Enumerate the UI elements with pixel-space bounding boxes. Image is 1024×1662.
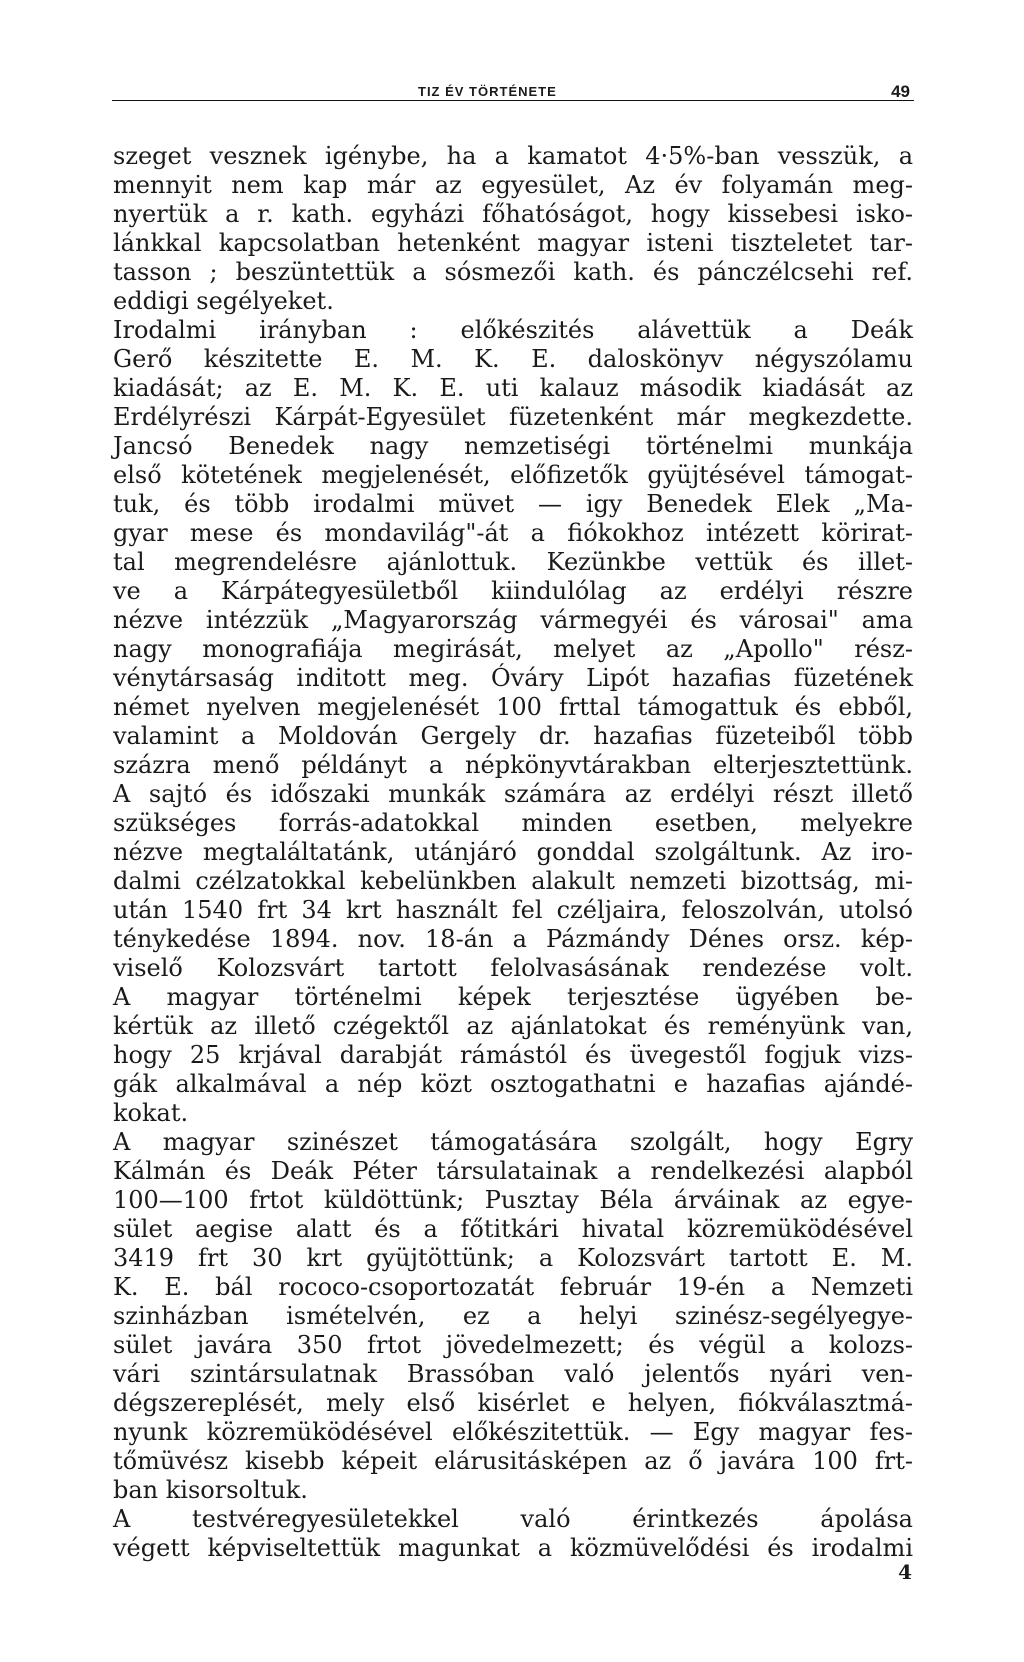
header-rule (112, 100, 914, 102)
text-line: ban kisorsoltuk. (113, 1476, 308, 1504)
text-line: A testvéregyesületekkel való érintkezés ápolása (113, 1505, 913, 1533)
text-line: tasson ; beszüntettük a sósmezői kath. és pánczélcsehi ref. (113, 258, 913, 286)
text-line: végett képviseltettük magunkat a közmüvelődési és irodalmi (113, 1534, 913, 1562)
text-line: viselő Kolozsvárt tartott felolvasásának rendezése volt. (113, 954, 913, 982)
text-line: kiadását; az E. M. K. E. uti kalauz második kiadását az (113, 374, 913, 402)
text-line: eddigi segélyeket. (113, 287, 334, 315)
text-line: után 1540 frt 34 krt használt fel czéljaira, feloszolván, utolsó (113, 896, 913, 924)
text-line: Irodalmi irányban : előkészités alávettük a Deák (113, 316, 913, 344)
text-line: szükséges forrás-adatokkal minden esetben, melyekre (113, 809, 913, 837)
text-line: Erdélyrészi Kárpát-Egyesület füzetenként már megkezdette. (113, 403, 913, 431)
text-line: tuk, és több irodalmi müvet — igy Benedek Elek „Ma- (113, 490, 913, 518)
signature-mark: 4 (898, 1560, 912, 1584)
text-line: A magyar szinészet támogatására szolgált, hogy Egry (113, 1128, 913, 1156)
text-line: vári szintársulatnak Brassóban való jelentős nyári ven- (113, 1360, 913, 1388)
text-line: szinházban ismételvén, ez a helyi szinész-segélyegye- (113, 1302, 913, 1330)
text-line: Kálmán és Deák Péter társulatainak a rendelkezési alapból (113, 1157, 913, 1185)
text-line: A magyar történelmi képek terjesztése ügyében be- (113, 983, 913, 1011)
text-line: sület aegise alatt és a főtitkári hivatal közremüködésével (113, 1215, 913, 1243)
text-line: gyar mese és mondavilág"-át a fiókokhoz intézett körirat- (113, 519, 913, 547)
text-line: sület javára 350 frtot jövedelmezett; és végül a kolozs- (113, 1331, 913, 1359)
text-line: lánkkal kapcsolatban hetenként magyar isteni tiszteletet tar- (113, 229, 913, 257)
text-line: kokat. (113, 1099, 189, 1127)
body-text (113, 142, 913, 1563)
text-line: gák alkalmával a nép közt osztogathatni e hazafias ajándé- (113, 1070, 913, 1098)
text-line: 100—100 frtot küldöttünk; Pusztay Béla árváinak az egye- (113, 1186, 913, 1214)
page-number: 49 (891, 82, 910, 101)
text-line: ténykedése 1894. nov. 18-án a Pázmándy Dénes orsz. kép- (113, 925, 913, 953)
text-line: ve a Kárpátegyesületből kiindulólag az erdélyi részre (113, 577, 913, 605)
text-line: hogy 25 krjával darabját rámástól és üvegestől fogjuk vizs- (113, 1041, 913, 1069)
text-line: Jancsó Benedek nagy nemzetiségi történelmi munkája (113, 432, 913, 460)
text-line: K. E. bál rococo-csoportozatát február 19-én a Nemzeti (113, 1273, 913, 1301)
text-line: mennyit nem kap már az egyesület, Az év folyamán meg- (113, 171, 913, 199)
text-line: dalmi czélzatokkal kebelünkben alakult nemzeti bizottság, mi- (113, 867, 913, 895)
text-line: nézve intézzük „Magyarország vármegyéi és városai" ama (113, 606, 913, 634)
text-line: A sajtó és időszaki munkák számára az erdélyi részt illető (113, 780, 913, 808)
text-line: Gerő készitette E. M. K. E. daloskönyv négyszólamu (113, 345, 913, 373)
text-line: százra menő példányt a népkönyvtárakban elterjesztettünk. (113, 751, 913, 779)
text-line: tőmüvész kisebb képeit elárusitásképen az ő javára 100 frt- (113, 1447, 913, 1475)
text-line: nézve megtaláltatánk, utánjáró gonddal szolgáltunk. Az iro- (113, 838, 913, 866)
running-title: TIZ ÉV TÖRTÉNETE (418, 84, 557, 99)
text-line: tal megrendelésre ajánlottuk. Kezünkbe vettük és illet- (113, 548, 913, 576)
text-line: kértük az illető czégektől az ajánlatokat és reményünk van, (113, 1012, 913, 1040)
text-line: vénytársaság inditott meg. Óváry Lipót hazafias füzetének (113, 664, 913, 692)
text-line: nagy monografiája megirását, melyet az „Apollo" rész- (113, 635, 913, 663)
text-line: nyertük a r. kath. egyházi főhatóságot, hogy kissebesi isko- (113, 200, 913, 228)
text-line: dégszereplését, mely első kisérlet e helyen, fiókválasztmá- (113, 1389, 913, 1417)
text-line: nyunk közremüködésével előkészitettük. — Egy magyar fes- (113, 1418, 913, 1446)
text-line: 3419 frt 30 krt gyüjtöttünk; a Kolozsvárt tartott E. M. (113, 1244, 913, 1272)
text-line: német nyelven megjelenését 100 frttal támogattuk és ebből, (113, 693, 913, 721)
text-line: első kötetének megjelenését, előfizetők gyüjtésével támogat- (113, 461, 913, 489)
text-line: valamint a Moldován Gergely dr. hazafias füzeteiből több (113, 722, 913, 750)
running-head (0, 84, 1024, 112)
text-line: szeget vesznek igénybe, ha a kamatot 4·5%-ban vesszük, a (113, 142, 913, 170)
